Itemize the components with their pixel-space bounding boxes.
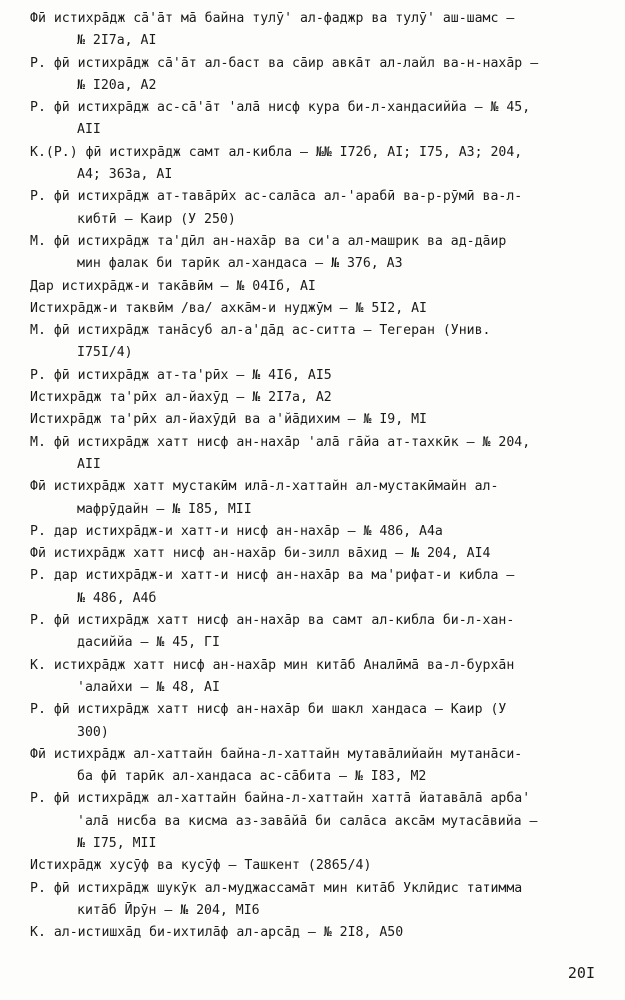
entry-line: Р. фӣ истихрāдж ал-хаттайн байна-л-хаттайн хаттā йатавāлā арба' [30,791,531,807]
entry-continuation-line: 'алайхи – № 48, AI [77,679,220,695]
entry [30,298,620,320]
entry-line: М. фӣ истихрāдж та'дӣл ан-нахāр ва си'а ал-машрик ва ад-дāир [30,233,507,249]
entry [30,231,620,276]
entry [30,878,620,923]
entry [30,142,620,187]
entry [30,855,620,877]
entry-line: К. истихрāдж хатт нисф ан-нахāр мин китāб Аналӣмā ва-л-бурхāн [30,657,515,673]
entry-line: Фӣ истихрāдж ал-хаттайн байна-л-хаттайн мутавāлийайн мутанāси- [30,746,523,762]
entry-line: Истихрāдж та'рӣх ал-йахӯд – № 2I7a, A2 [30,390,332,406]
entry-continuation-line: I75I/4) [77,345,133,361]
entry [30,97,620,142]
entry-continuation-line: ба фӣ тарӣк ал-хандаса ас-сāбита – № I83, M2 [77,769,427,785]
bibliography-entries [30,8,620,944]
entry-line: Р. фӣ истихрāдж хатт нисф ан-нахāр би шакл хандаса – Каир (У [30,702,507,718]
entry-continuation-line: № I75, MII [77,835,157,851]
entry [30,320,620,365]
entry-line: Фӣ истихрāдж хатт мустакӣм илā-л-хаттайн ал-мустакӣмайн ал- [30,479,499,495]
entry-line: Р. дар истихрāдж-и хатт-и нисф ан-нахāр – № 486, A4a [30,523,443,539]
entry-line: К. ал-истишхāд би-ихтилāф ал-арсāд – № 2I8, A50 [30,925,404,941]
entry [30,276,620,298]
entry-line: Истихрāдж-и таквӣм /ва/ ахкāм-и нуджӯм – № 5I2, AI [30,300,427,316]
entry-line: М. фӣ истихрāдж танāсуб ал-а'дāд ас-ситта – Тегеран (Унив. [30,323,491,339]
entry-continuation-line: кибтӣ – Каир (У 250) [77,211,236,227]
entry [30,655,620,700]
entry-continuation-line: китāб Ӣрӯн – № 204, MI6 [77,902,260,918]
entry [30,788,620,855]
entry-line: Р. дар истихрāдж-и хатт-и нисф ан-нахāр ва ма'рифат-и кибла – [30,568,515,584]
entry-continuation-line: мин фалак би тарӣк ал-хандаса – № 376, A3 [77,256,403,272]
entry-continuation-line: № I20a, A2 [77,77,157,93]
entry [30,409,620,431]
entry [30,610,620,655]
entry-line: Фӣ истихрāдж хатт нисф ан-нахāр би-зилл вāхид – № 204, AI4 [30,546,491,562]
entry [30,699,620,744]
entry [30,521,620,543]
entry-continuation-line: мафрӯдайн – № I85, MII [77,501,252,517]
entry-line: Р. фӣ истихрāдж шукӯк ал-муджассамāт мин китāб Уклӣдис татимма [30,880,523,896]
entry [30,922,620,944]
entry-line: Р. фӣ истихрāдж ат-тавāрӣх ас-салāса ал-'арабӣ ва-р-рӯмӣ ва-л- [30,189,523,205]
entry [30,53,620,98]
entry [30,186,620,231]
entry [30,365,620,387]
entry-line: М. фӣ истихрāдж хатт нисф ан-нахāр 'алā гāйа ат-тахкӣк – № 204, [30,434,531,450]
entry [30,744,620,789]
entry-line: Истихрāдж хусӯф ва кусӯф – Ташкент (2865/4) [30,858,372,874]
entry-continuation-line: 'алā нисба ва кисма аз-завāйā би салāса аксāм мутасāвийа – [77,813,538,829]
entry [30,387,620,409]
entry-line: Фӣ истихрāдж сā'āт мā байна тулӯ' ал-фаджр ва тулӯ' аш-шамс – [30,11,515,26]
entry [30,432,620,477]
entry-line: Дар истихрāдж-и такāвӣм – № 04Iб, AI [30,278,316,294]
entry-continuation-line: № 486, A4б [77,590,157,606]
entry-continuation-line: AII [77,122,101,138]
entry-line: Истихрāдж та'рӣх ал-йахӯдӣ ва а'йāдихим – № I9, MI [30,412,427,428]
entry [30,476,620,521]
entry-continuation-line: № 2I7a, AI [77,33,157,49]
entry-continuation-line: 300) [77,724,109,740]
entry [30,565,620,610]
entry-line: Р. фӣ истихрāдж ат-та'рӣх – № 4I6, AI5 [30,367,332,383]
entry-continuation-line: A4; 363а, AI [77,167,173,183]
entry-line: Р. фӣ истихрāдж хатт нисф ан-нахāр ва самт ал-кибла би-л-хан- [30,613,515,629]
entry-continuation-line: AII [77,456,101,472]
entry-line: К.(Р.) фӣ истихрāдж самт ал-кибла – №№ I72б, AI; I75, A3; 204, [30,144,523,160]
entry-line: Р. фӣ истихрāдж ас-сā'āт 'алā нисф кура би-л-хандасиййа – № 45, [30,100,531,116]
page-number: 20I [567,964,595,982]
entry-line: Р. фӣ истихрāдж сā'āт ал-баст ва сāир авкāт ал-лайл ва-н-нахāр – [30,55,539,71]
entry-continuation-line: дасиййа – № 45, ГI [77,635,220,651]
entry [30,8,620,53]
entry [30,543,620,565]
